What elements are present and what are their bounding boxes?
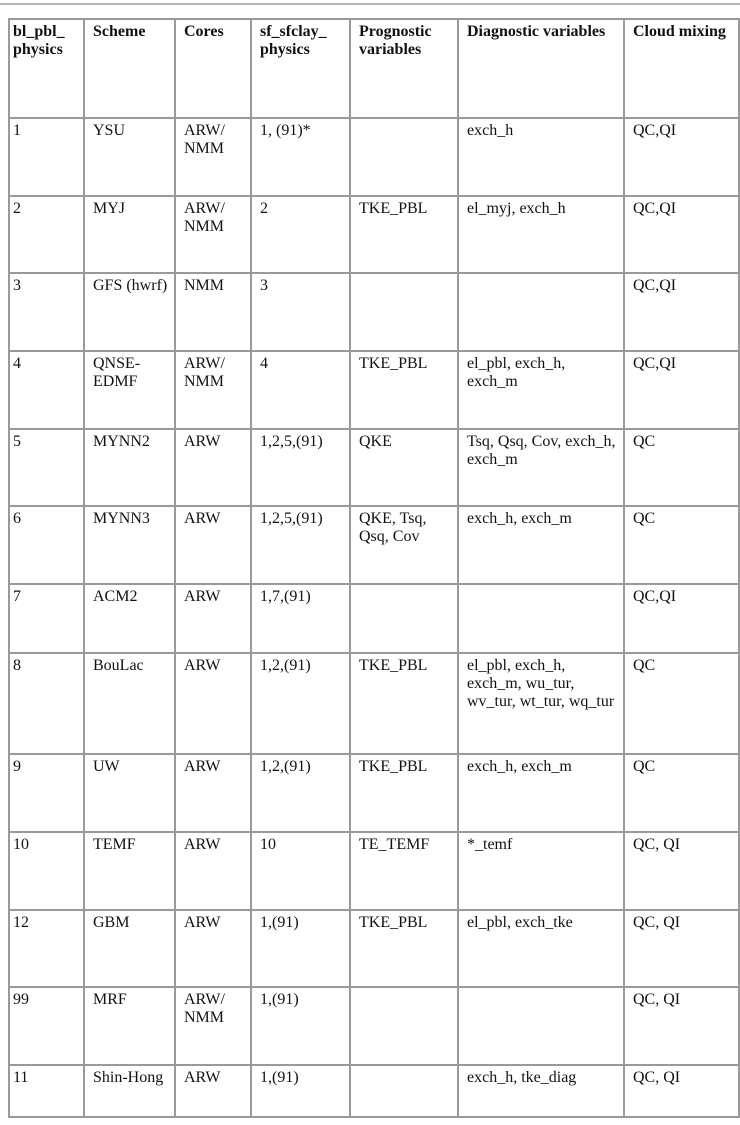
cell-diagnostic-variables: el_pbl, exch_h, exch_m <box>458 351 624 429</box>
cell-cloud-mixing: QC,QI <box>624 351 739 429</box>
cell-cores: ARW <box>175 910 251 987</box>
cell-prognostic-variables: TE_TEMF <box>350 832 458 910</box>
cell-diagnostic-variables: el_myj, exch_h <box>458 196 624 273</box>
cell-bl-pbl-physics: 12 <box>9 910 84 987</box>
cell-diagnostic-variables: exch_h <box>458 118 624 196</box>
column-header-diagnostic-variables: Diagnostic variables <box>458 19 624 118</box>
table-row <box>9 506 739 584</box>
table-row <box>9 118 739 196</box>
table-row <box>9 429 739 506</box>
cell-sf-sfclay-physics: 1,(91) <box>251 987 350 1065</box>
cell-diagnostic-variables: exch_h, tke_diag <box>458 1065 624 1117</box>
table-row <box>9 910 739 987</box>
cell-cloud-mixing: QC <box>624 429 739 506</box>
table-row <box>9 832 739 910</box>
cell-cores: ARW/ NMM <box>175 196 251 273</box>
cell-bl-pbl-physics: 9 <box>9 754 84 832</box>
cell-sf-sfclay-physics: 10 <box>251 832 350 910</box>
cell-scheme: Shin-Hong <box>84 1065 175 1117</box>
cell-bl-pbl-physics: 11 <box>9 1065 84 1117</box>
cell-cores: ARW/ NMM <box>175 351 251 429</box>
cell-bl-pbl-physics: 3 <box>9 273 84 351</box>
cell-cloud-mixing: QC, QI <box>624 832 739 910</box>
cell-prognostic-variables: QKE <box>350 429 458 506</box>
cell-scheme: YSU <box>84 118 175 196</box>
cell-scheme: MYNN3 <box>84 506 175 584</box>
cell-scheme: MRF <box>84 987 175 1065</box>
cell-cloud-mixing: QC,QI <box>624 273 739 351</box>
table-row <box>9 1065 739 1117</box>
cell-sf-sfclay-physics: 3 <box>251 273 350 351</box>
cell-cores: ARW <box>175 653 251 754</box>
cell-diagnostic-variables <box>458 987 624 1065</box>
cell-bl-pbl-physics: 10 <box>9 832 84 910</box>
cell-bl-pbl-physics: 8 <box>9 653 84 754</box>
cell-bl-pbl-physics: 5 <box>9 429 84 506</box>
cell-prognostic-variables <box>350 987 458 1065</box>
cell-cores: NMM <box>175 273 251 351</box>
column-header-scheme: Scheme <box>84 19 175 118</box>
cell-prognostic-variables: TKE_PBL <box>350 196 458 273</box>
cell-cloud-mixing: QC,QI <box>624 584 739 653</box>
cell-sf-sfclay-physics: 1,2,(91) <box>251 653 350 754</box>
cell-prognostic-variables: TKE_PBL <box>350 910 458 987</box>
cell-prognostic-variables: TKE_PBL <box>350 351 458 429</box>
cell-scheme: UW <box>84 754 175 832</box>
cell-cloud-mixing: QC <box>624 506 739 584</box>
cell-bl-pbl-physics: 2 <box>9 196 84 273</box>
cell-diagnostic-variables: exch_h, exch_m <box>458 754 624 832</box>
column-header-cores: Cores <box>175 19 251 118</box>
cell-cloud-mixing: QC, QI <box>624 1065 739 1117</box>
cell-cores: ARW <box>175 1065 251 1117</box>
cell-scheme: ACM2 <box>84 584 175 653</box>
cell-prognostic-variables: TKE_PBL <box>350 653 458 754</box>
top-divider <box>0 0 740 5</box>
cell-bl-pbl-physics: 4 <box>9 351 84 429</box>
cell-diagnostic-variables <box>458 584 624 653</box>
table-row <box>9 653 739 754</box>
table-row <box>9 584 739 653</box>
table-row <box>9 351 739 429</box>
cell-sf-sfclay-physics: 1,2,(91) <box>251 754 350 832</box>
column-header-bl-pbl-physics: bl_pbl_ physics <box>9 19 84 118</box>
cell-prognostic-variables: TKE_PBL <box>350 754 458 832</box>
cell-bl-pbl-physics: 99 <box>9 987 84 1065</box>
cell-diagnostic-variables: *_temf <box>458 832 624 910</box>
column-header-cloud-mixing: Cloud mixing <box>624 19 739 118</box>
cell-cloud-mixing: QC <box>624 754 739 832</box>
table-row <box>9 987 739 1065</box>
cell-cores: ARW/ NMM <box>175 987 251 1065</box>
cell-sf-sfclay-physics: 1,7,(91) <box>251 584 350 653</box>
cell-bl-pbl-physics: 7 <box>9 584 84 653</box>
cell-sf-sfclay-physics: 1,(91) <box>251 910 350 987</box>
cell-scheme: TEMF <box>84 832 175 910</box>
cell-scheme: MYJ <box>84 196 175 273</box>
pbl-physics-table <box>8 18 740 1118</box>
table-row <box>9 273 739 351</box>
cell-prognostic-variables <box>350 118 458 196</box>
cell-sf-sfclay-physics: 2 <box>251 196 350 273</box>
cell-diagnostic-variables: el_pbl, exch_tke <box>458 910 624 987</box>
cell-prognostic-variables <box>350 273 458 351</box>
cell-cloud-mixing: QC <box>624 653 739 754</box>
cell-cores: ARW <box>175 754 251 832</box>
cell-scheme: GBM <box>84 910 175 987</box>
cell-prognostic-variables <box>350 1065 458 1117</box>
cell-sf-sfclay-physics: 1,2,5,(91) <box>251 506 350 584</box>
header-row <box>9 19 739 118</box>
cell-cores: ARW <box>175 429 251 506</box>
cell-cores: ARW/ NMM <box>175 118 251 196</box>
cell-diagnostic-variables: el_pbl, exch_h, exch_m, wu_tur, wv_tur, wt_tur, wq_tur <box>458 653 624 754</box>
cell-scheme: GFS (hwrf) <box>84 273 175 351</box>
cell-cloud-mixing: QC,QI <box>624 196 739 273</box>
cell-sf-sfclay-physics: 1,(91) <box>251 1065 350 1117</box>
cell-cloud-mixing: QC, QI <box>624 987 739 1065</box>
cell-diagnostic-variables <box>458 273 624 351</box>
cell-prognostic-variables: QKE, Tsq, Qsq, Cov <box>350 506 458 584</box>
cell-scheme: MYNN2 <box>84 429 175 506</box>
cell-sf-sfclay-physics: 4 <box>251 351 350 429</box>
cell-sf-sfclay-physics: 1,2,5,(91) <box>251 429 350 506</box>
cell-cloud-mixing: QC,QI <box>624 118 739 196</box>
table-row <box>9 196 739 273</box>
cell-cores: ARW <box>175 584 251 653</box>
cell-bl-pbl-physics: 6 <box>9 506 84 584</box>
cell-cores: ARW <box>175 506 251 584</box>
cell-prognostic-variables <box>350 584 458 653</box>
cell-scheme: BouLac <box>84 653 175 754</box>
table-row <box>9 754 739 832</box>
column-header-prognostic-variables: Prognostic variables <box>350 19 458 118</box>
cell-diagnostic-variables: exch_h, exch_m <box>458 506 624 584</box>
cell-cloud-mixing: QC, QI <box>624 910 739 987</box>
cell-cores: ARW <box>175 832 251 910</box>
column-header-sf-sfclay-physics: sf_sfclay_ physics <box>251 19 350 118</box>
cell-scheme: QNSE-EDMF <box>84 351 175 429</box>
cell-bl-pbl-physics: 1 <box>9 118 84 196</box>
cell-sf-sfclay-physics: 1, (91)* <box>251 118 350 196</box>
cell-diagnostic-variables: Tsq, Qsq, Cov, exch_h, exch_m <box>458 429 624 506</box>
